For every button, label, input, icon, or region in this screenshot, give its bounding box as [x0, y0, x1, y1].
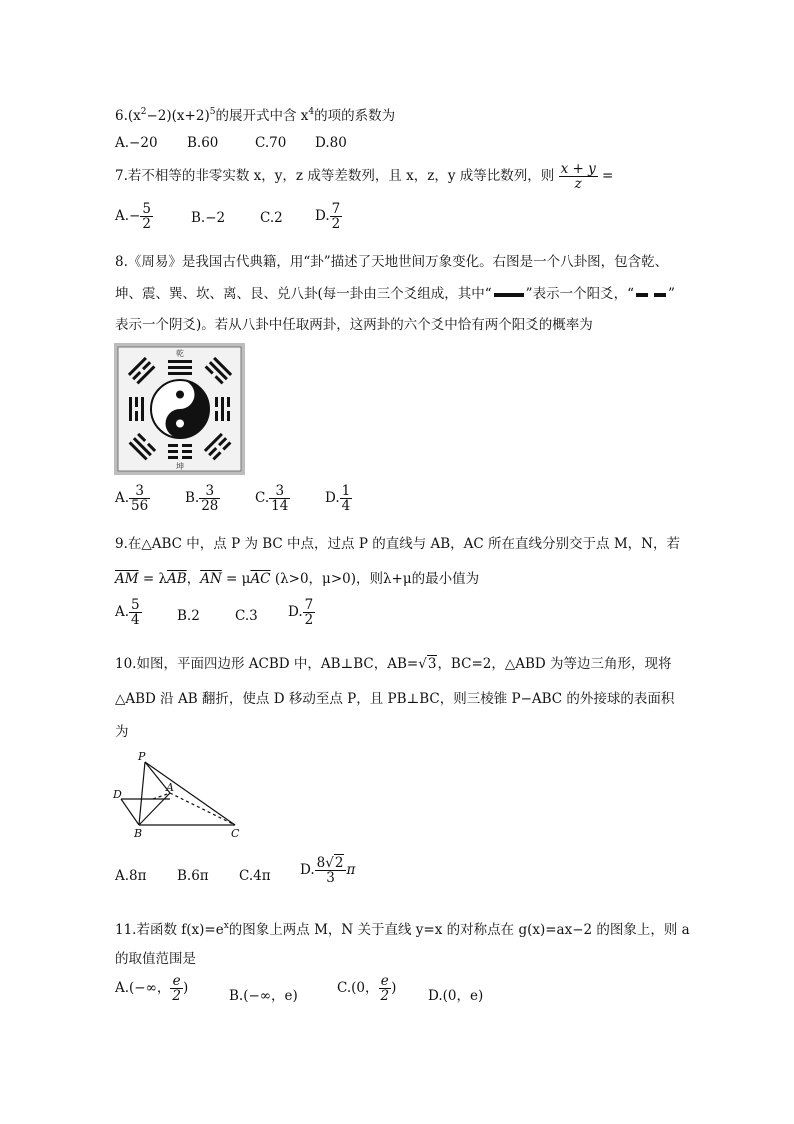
label-b: B [134, 827, 143, 840]
q6-stem: $6.(x^2-2)(x+2)^5$的展开式中含 $x^4$的项的系数为 [115, 107, 396, 124]
q6-option-a: A.−20 [115, 135, 158, 151]
q6-option-b: B.60 [187, 135, 219, 151]
q7-option-b: B.−2 [191, 210, 226, 226]
label-a: A [166, 781, 174, 794]
label-d: D [113, 788, 122, 801]
q7-stem: 7.若不相等的非零实数 x，y，z 成等差数列，且 x，z，y 成等比数列，则 $\frac{x + y}{z}$ = [115, 161, 614, 193]
q7-fraction: $\frac{x + y}{z}$ [560, 161, 596, 193]
q11-line-1: 11.若函数 $f(x)=e^x$的图象上两点 M，N 关于直线 y=x 的对称点在 g(x)=ax−2 的图象上，则 a [115, 921, 690, 938]
q10-option-d: D. $\frac{8√2}{3}$ π [300, 855, 356, 887]
q9-line-1: 9.在△ABC 中，点 P 为 BC 中点，过点 P 的直线与 AB，AC 所在直线分别交于点 M，N，若 [115, 536, 680, 552]
taiji-symbol [151, 380, 209, 438]
q11-option-c: C.(0， $\frac{e}{2}$ ) [337, 973, 397, 1005]
yin-line-symbol [636, 293, 666, 297]
q8-option-b: B. $\frac{3}{28}$ [185, 483, 219, 515]
q8-line-1: 8.《周易》是我国古代典籍，用“卦”描述了天地世间万象变化。右图是一个八卦图，包含乾、 [115, 254, 669, 270]
yang-line-symbol [494, 293, 524, 297]
q11-line-2: 的取值范围是 [115, 951, 196, 967]
q10-line-1: 10.如图，平面四边形 ACBD 中，AB⊥BC，AB=√3，BC=2，△ABD 为等边三角形，现将 [115, 656, 672, 672]
q8-option-c: C. $\frac{3}{14}$ [255, 483, 289, 515]
q10-option-b: B.6π [177, 868, 209, 884]
q7-option-d: D. $\frac{7}{2}$ [315, 201, 341, 233]
q9-option-a: A. $\frac{5}{4}$ [115, 597, 140, 629]
label-c: C [231, 827, 240, 840]
q8-option-d: D. $\frac{1}{4}$ [325, 483, 351, 515]
q7-option-c: C.2 [260, 210, 283, 226]
bagua-figure [114, 343, 245, 475]
q9-option-b: B.2 [177, 608, 200, 624]
q11-option-b: B.(−∞，e) [229, 988, 298, 1004]
q9-line-2: $\overline{AM} = \lambda\overline{AB}$，$\overline{AN} = \mu\overline{AC}$ (λ>0，μ>0)，则λ+μ的最小值为 [115, 571, 480, 587]
q7-option-a: A.− $\frac{5}{2}$ [115, 201, 151, 233]
tetrahedron-figure [108, 748, 248, 843]
bagua-mark-bottom: 坤 [176, 462, 184, 471]
q10-option-c: C.4π [239, 868, 271, 884]
q11-option-d: D.(0，e) [428, 988, 484, 1004]
q9-option-d: D. $\frac{7}{2}$ [288, 597, 314, 629]
trigram-top [168, 360, 192, 375]
q8-line-3: 表示一个阴爻)。若从八卦中任取两卦，这两卦的六个爻中恰有两个阳爻的概率为 [115, 317, 593, 333]
q11-option-a: A.(−∞， $\frac{e}{2}$ ) [115, 973, 189, 1005]
q8-line-2: 坤、震、巽、坎、离、艮、兑八卦(每一卦由三个爻组成，其中“ ”表示一个阳爻，“ ” [115, 286, 675, 302]
q9-option-c: C.3 [235, 608, 258, 624]
q10-line-2: △ABD 沿 AB 翻折，使点 D 移动至点 P，且 PB⊥BC，则三棱锥 P−ABC 的外接球的表面积 [115, 691, 675, 707]
q8-option-a: A. $\frac{3}{56}$ [115, 483, 149, 515]
q10-option-a: A.8π [115, 868, 147, 884]
bagua-mark-top: 乾 [176, 349, 184, 358]
q6-option-c: C.70 [255, 135, 287, 151]
q10-line-3: 为 [115, 724, 129, 740]
label-p: P [138, 750, 146, 763]
q6-option-d: D.80 [315, 135, 347, 151]
